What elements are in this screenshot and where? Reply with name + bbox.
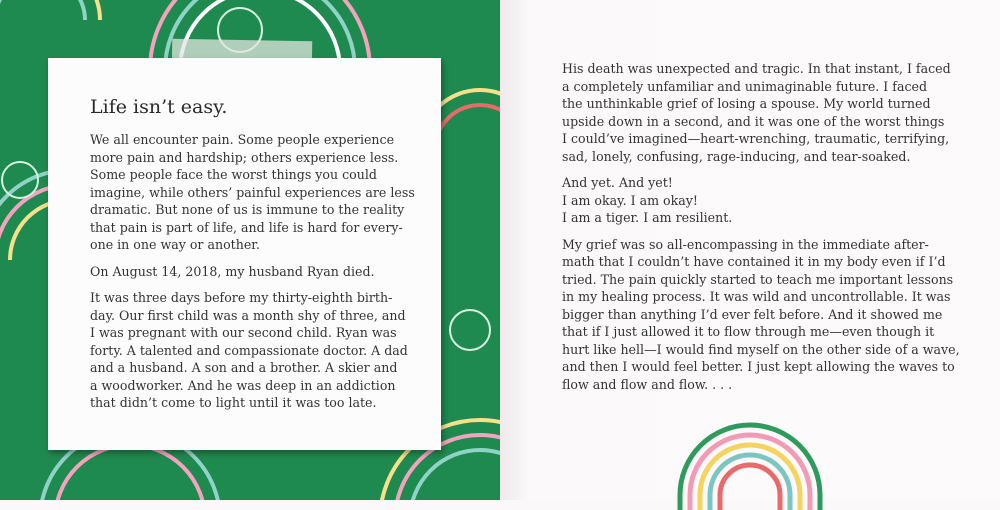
text-line: flow and flow and flow. . . . [562, 376, 733, 392]
text-line: forty. A talented and compassionate doctor. A dad [90, 342, 408, 358]
text-line: more pain and hardship; others experience less. [90, 149, 399, 165]
text-card [48, 58, 441, 450]
paragraph [90, 263, 415, 281]
text-line: sad, lonely, confusing, rage-inducing, and tear-soaked. [562, 148, 911, 164]
text-line: hurt like hell—I would find myself on the other side of a wave, [562, 341, 960, 357]
text-line: It was three days before my thirty-eighth birth- [90, 290, 393, 305]
text-line: the unthinkable grief of losing a spouse. My world turned [562, 96, 931, 111]
text-line: I am okay. I am okay! [562, 192, 698, 208]
text-line: that didn’t come to light until it was too late. [90, 395, 377, 410]
text-line: I could’ve imagined—heart-wrenching, traumatic, terrifying, [562, 131, 950, 146]
text-line: a woodworker. And he was deep in an addiction [90, 377, 396, 393]
text-line: My grief was so all-encompassing in the immediate after- [562, 236, 929, 252]
text-line: I was pregnant with our second child. Ryan was [90, 325, 397, 340]
text-line: day. Our first child was a month shy of three, and [90, 307, 406, 323]
left-body [90, 131, 415, 421]
text-line: and then I would feel better. I just kept allowing the waves to [562, 359, 955, 374]
text-line: On August 14, 2018, my husband Ryan died. [90, 263, 375, 279]
text-line: Some people face the worst things you could [90, 167, 377, 182]
text-line: that if I just allowed it to flow through me—even though it [562, 324, 935, 339]
text-line: imagine, while others’ painful experiences are less [90, 184, 415, 200]
right-body [562, 60, 960, 402]
text-line: I am a tiger. I am resilient. [562, 210, 733, 225]
text-line: His death was unexpected and tragic. In that instant, I faced [562, 61, 951, 76]
text-line: upside down in a second, and it was one of the worst things [562, 113, 945, 129]
text-line: math that I couldn’t have contained it in my body even if I’d [562, 254, 946, 269]
text-line: And yet. And yet! [562, 175, 673, 190]
text-line: one in one way or another. [90, 237, 260, 252]
text-line: bigger than anything I’d ever felt before. And it showed me [562, 306, 943, 322]
text-line: and a husband. A son and a brother. A skier and [90, 360, 398, 375]
text-line: dramatic. But none of us is immune to the reality [90, 202, 405, 217]
text-line: a completely unfamiliar and unimaginable future. I faced [562, 78, 928, 94]
left-page [0, 0, 500, 500]
paragraph [562, 174, 960, 227]
rainbow-illustration [670, 420, 870, 510]
text-line: in my healing process. It was wild and uncontrollable. It was [562, 289, 951, 304]
right-page [500, 0, 1000, 500]
paragraph [90, 131, 415, 254]
text-line: We all encounter pain. Some people experience [90, 132, 395, 147]
page-title: Life isn’t easy. [90, 96, 228, 118]
paragraph [90, 289, 415, 412]
text-line: tried. The pain quickly started to teach me important lessons [562, 271, 954, 287]
paragraph [562, 60, 960, 165]
paragraph [562, 236, 960, 394]
text-line: that pain is part of life, and life is hard for every- [90, 219, 403, 235]
